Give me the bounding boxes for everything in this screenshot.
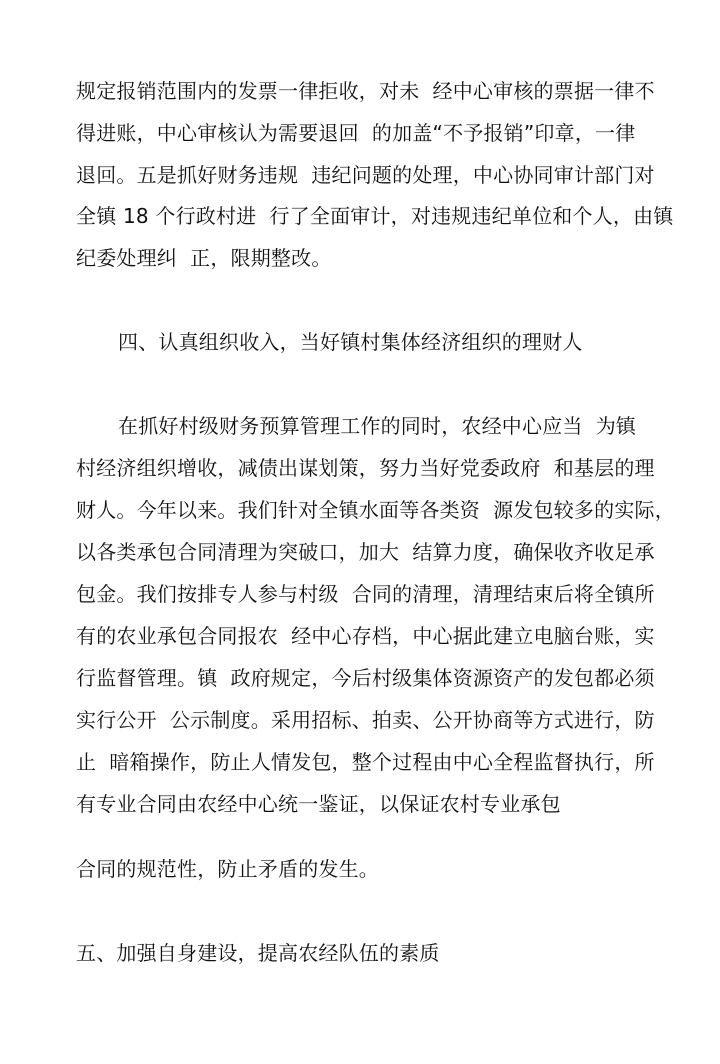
paragraph-line: 合同的规范性，防止矛盾的发生。 bbox=[76, 857, 379, 881]
paragraph-line: 实行公开 公示制度。采用招标、拍卖、公开协商等方式进行，防 bbox=[76, 708, 655, 732]
paragraph-line: 包金。我们按排专人参与村级 合同的清理，清理结束后将全镇所 bbox=[76, 582, 655, 606]
paragraph-line: 得进账，中心审核认为需要退回 的加盖“不予报销”印章，一律 bbox=[76, 121, 636, 145]
paragraph-line: 有专业合同由农经中心统一鉴证，以保证农村专业承包 bbox=[76, 792, 561, 816]
paragraph-line: 村经济组织增收，减债出谋划策，努力当好党委政府 和基层的理 bbox=[76, 456, 655, 480]
paragraph-line: 止 暗箱操作，防止人情发包，整个过程由中心全程监督执行，所 bbox=[76, 750, 655, 774]
section-heading-4: 四、认真组织收入，当好镇村集体经济组织的理财人 bbox=[118, 330, 583, 354]
paragraph-line: 以各类承包合同清理为突破口，加大 结算力度，确保收齐收足承 bbox=[76, 540, 655, 564]
paragraph-line: 退回。五是抓好财务违规 违纪问题的处理，中心协同审计部门对 bbox=[76, 163, 655, 187]
paragraph-line: 规定报销范围内的发票一律拒收，对未 经中心审核的票据一律不 bbox=[76, 79, 655, 103]
paragraph-line: 全镇 18 个行政村进 行了全面审计，对违规违纪单位和个人，由镇 bbox=[76, 204, 674, 228]
paragraph-line: 有的农业承包合同报农 经中心存档，中心据此建立电脑台账，实 bbox=[76, 624, 655, 648]
paragraph-line: 财人。今年以来。我们针对全镇水面等各类资 源发包较多的实际， bbox=[76, 498, 675, 522]
section-heading-5: 五、加强自身建设，提高农经队伍的素质 bbox=[76, 941, 440, 965]
paragraph-line: 在抓好村级财务预算管理工作的同时，农经中心应当 为镇 bbox=[118, 414, 637, 438]
paragraph-line: 纪委处理纠 正，限期整改。 bbox=[76, 246, 332, 270]
paragraph-line: 行监督管理。镇 政府规定，今后村级集体资源资产的发包都必须 bbox=[76, 666, 655, 690]
